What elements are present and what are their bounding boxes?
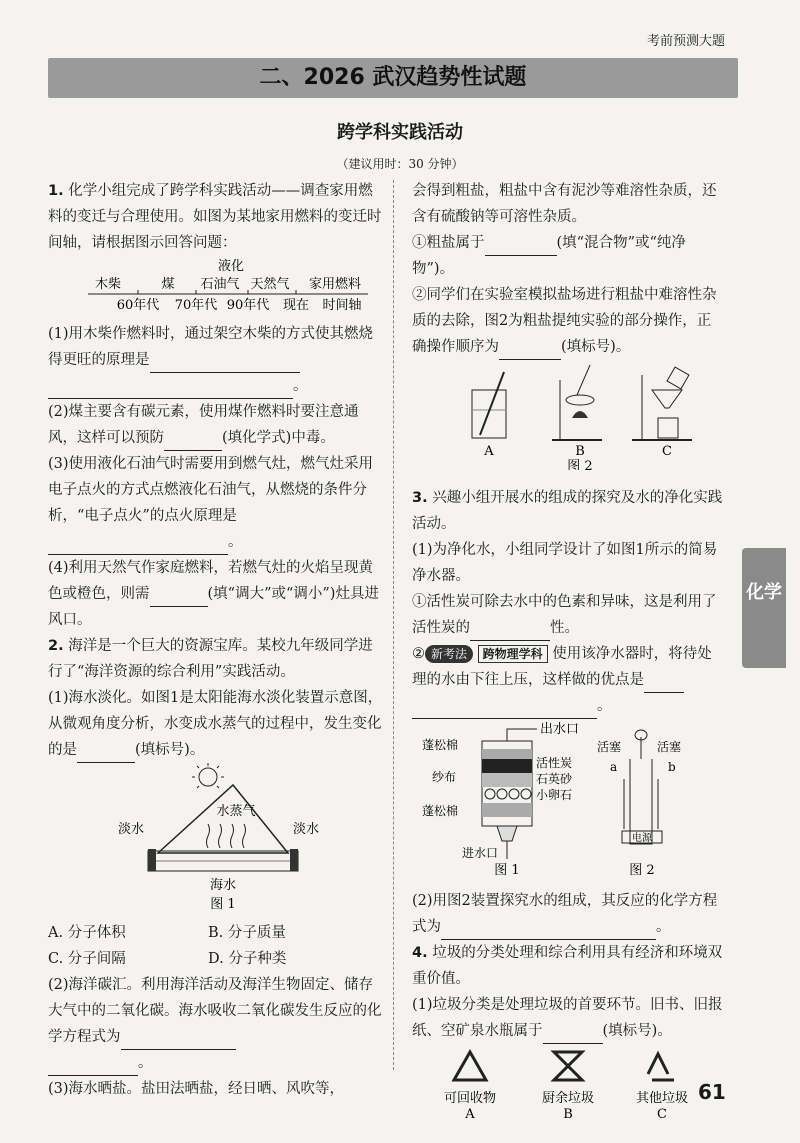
fuel-label-wood: 木柴	[94, 277, 122, 292]
answer-blank[interactable]	[441, 921, 656, 940]
hourglass-icon	[554, 1052, 582, 1080]
figure-caption: 图 1	[494, 863, 520, 878]
q4-part1: (1)垃圾分类是处理垃圾的首要环节。旧书、旧报纸、空矿泉水瓶属于 (填标号)。	[412, 992, 724, 1044]
q2-part1: (1)海水淡化。如图1是太阳能海水淡化装置示意图，从微观角度分析，水变成水蒸气的过程中，发生变化的是 (填标号)。	[48, 685, 383, 763]
waste-bins-figure	[412, 1044, 724, 1134]
q2-part2: (2)海洋碳汇。利用海洋活动及海洋生物固定、储存大气中的二氧化碳。海水吸收二氧化碳发生反应的化学方程式为 。	[48, 972, 383, 1076]
option-a[interactable]: A. 分子体积	[48, 925, 126, 941]
answer-blank[interactable]	[485, 237, 557, 256]
q2-sub1: ①粗盐属于 (填“混合物”或“纯净物”)。	[412, 235, 686, 277]
vapor-label: 水蒸气	[216, 804, 256, 819]
gravel-label: 小卵石	[536, 788, 573, 802]
figure-caption: 图 1	[210, 897, 236, 911]
banner-title: 二、2026 武汉趋势性试题	[259, 65, 527, 90]
answer-blank[interactable]	[77, 744, 135, 763]
q2-sub2: ②同学们在实验室模拟盐场进行粗盐中难溶性杂质的去除，图2为粗盐提纯实验的部分操作，正确操作顺序为 (填标号)。	[412, 282, 724, 360]
time-now: 现在	[282, 298, 310, 312]
answer-blank[interactable]	[121, 1031, 236, 1050]
answer-blank[interactable]	[499, 341, 561, 360]
time-60s: 60年代	[116, 298, 160, 312]
q3-stem: 3. 兴趣小组开展水的组成的探究及水的净化实践活动。	[412, 490, 723, 532]
bin-b-name: 厨余垃圾	[541, 1091, 595, 1106]
power-label: 电源	[632, 833, 652, 844]
glass-rod	[480, 372, 504, 435]
fig2-label-c: C	[662, 444, 672, 459]
answer-blank[interactable]	[412, 700, 597, 719]
bin-b-letter: B	[563, 1107, 573, 1122]
flame	[572, 411, 588, 418]
funnel	[652, 390, 682, 408]
fresh-water-right: 淡水	[293, 822, 320, 837]
tube-b-label: b	[668, 760, 676, 774]
outlet-label: 出水口	[540, 722, 580, 737]
fuel-label-lpg: 石油气	[200, 277, 240, 292]
q4-stem: 4. 垃圾的分类处理和综合利用具有经济和环境双重价值。	[412, 945, 723, 987]
badge-cross-physics: 跨物理学科	[478, 645, 548, 663]
evaporating-dish	[566, 395, 594, 405]
q1-part3: (3)使用液化石油气时需要用到燃气灶，燃气灶采用电子点火的方式点燃液化石油气，从燃烧的条件分析，“电子点火”的点火原理是。	[48, 451, 383, 555]
water-figures	[412, 719, 724, 879]
column-divider	[393, 180, 394, 1070]
glass-cover	[158, 785, 288, 853]
badge-new-method: 新考法	[425, 645, 473, 663]
q2-part3: (3)海水晒盐。盐田法晒盐，经日晒、风吹等，	[48, 1081, 345, 1097]
q2-options-row2	[48, 946, 383, 972]
q2-options-row1	[48, 920, 383, 946]
q3-part2: (2)用图2装置探究水的组成，其反应的化学方程式为 。	[412, 888, 724, 940]
answer-blank[interactable]	[543, 1025, 603, 1044]
subject-tab	[742, 548, 786, 668]
q1-part1: (1)用木柴作燃料时，通过架空木柴的方式使其燃烧得更旺的原理是 。	[48, 321, 383, 399]
answer-blank[interactable]	[470, 622, 550, 641]
bin-a-name: 可回收物	[443, 1091, 497, 1106]
bin-a-letter: A	[465, 1107, 475, 1122]
gauze-label: 纱布	[432, 770, 457, 784]
time-axis-label: 时间轴	[322, 298, 362, 312]
sun-icon	[199, 768, 217, 786]
q3-part1: (1)为净化水，小组同学设计了如图1所示的简易净水器。	[412, 542, 718, 584]
cotton-bottom-label: 蓬松棉	[422, 804, 459, 818]
answer-blank[interactable]	[150, 354, 300, 373]
fuel-label-home: 家用燃料	[308, 277, 362, 292]
q3-sub2: ② 新考法 跨物理学科 使用该净水器时，将待处理的水由下往上压，这样做的优点是 。	[412, 641, 724, 719]
q1-part2: (2)煤主要含有碳元素，使用煤作燃料时要注意通风，这样可以预防 (填化学式)中毒。	[48, 399, 383, 451]
recycle-open-icon	[648, 1054, 674, 1080]
cotton-top-label: 蓬松棉	[422, 738, 459, 752]
subject-tab-label: 化学	[746, 582, 782, 603]
answer-blank[interactable]	[644, 674, 684, 693]
fuel-label-coal: 煤	[161, 277, 175, 292]
time-note: （建议用时：30 分钟）	[336, 157, 464, 171]
fuel-label-gas: 天然气	[250, 277, 290, 292]
answer-blank[interactable]	[48, 536, 228, 555]
section-banner	[48, 58, 738, 98]
tube-a-label: a	[610, 760, 618, 774]
page-number: 61	[698, 1080, 726, 1104]
salt-purification-figure	[412, 360, 724, 470]
q1-stem: 1. 化学小组完成了跨学科实践活动——调查家用燃料的变迁与合理使用。如图为某地家用燃料的变迁时间轴，请根据图示回答问题：	[48, 183, 382, 251]
carbon-label: 活性炭	[536, 756, 573, 770]
inlet-label: 进水口	[462, 846, 499, 860]
time-90s: 90年代	[226, 298, 270, 312]
answer-blank[interactable]	[48, 1057, 138, 1076]
left-column	[48, 178, 383, 1102]
sand-label: 石英砂	[536, 772, 573, 786]
fig2-label-a: A	[484, 444, 494, 459]
answer-blank[interactable]	[48, 380, 293, 399]
fuel-timeline	[48, 256, 383, 312]
option-b[interactable]: B. 分子质量	[208, 925, 286, 941]
q3-sub1: ①活性炭可除去水中的色素和异味，这是利用了活性炭的 性。	[412, 589, 724, 641]
recycle-icon	[454, 1052, 486, 1080]
answer-blank[interactable]	[150, 588, 208, 607]
option-c[interactable]: C. 分子间隔	[48, 951, 126, 967]
fresh-water-left: 淡水	[118, 822, 145, 837]
bin-c-name: 其他垃圾	[635, 1091, 689, 1106]
activity-title: 跨学科实践活动	[337, 122, 463, 143]
seawater-label: 海水	[209, 878, 237, 893]
option-d[interactable]: D. 分子种类	[208, 951, 287, 967]
fuel-label-lpg-top: 液化	[217, 259, 245, 274]
q2-cont: 会得到粗盐，粗盐中含有泥沙等难溶性杂质，还含有硫酸钠等可溶性杂质。	[412, 183, 717, 225]
desalination-figure	[48, 763, 383, 911]
q1-part4: (4)利用天然气作家庭燃料，若燃气灶的火焰呈现黄色或橙色，则需 (填“调大”或“调小”)灶具进风口。	[48, 560, 379, 628]
right-column	[412, 178, 724, 1143]
valve-right-label: 活塞	[657, 740, 682, 754]
time-70s: 70年代	[174, 298, 218, 312]
figure-caption: 图 2	[567, 459, 593, 470]
fig2-label-b: B	[575, 444, 585, 459]
header-tag: 考前预测大题	[646, 34, 725, 49]
bin-c-letter: C	[657, 1107, 667, 1122]
q2-stem: 2. 海洋是一个巨大的资源宝库。某校九年级同学进行了“海洋资源的综合利用”实践活动。	[48, 638, 373, 680]
figure-caption: 图 2	[629, 863, 655, 878]
answer-blank[interactable]	[164, 432, 222, 451]
valve-left-label: 活塞	[597, 740, 622, 754]
